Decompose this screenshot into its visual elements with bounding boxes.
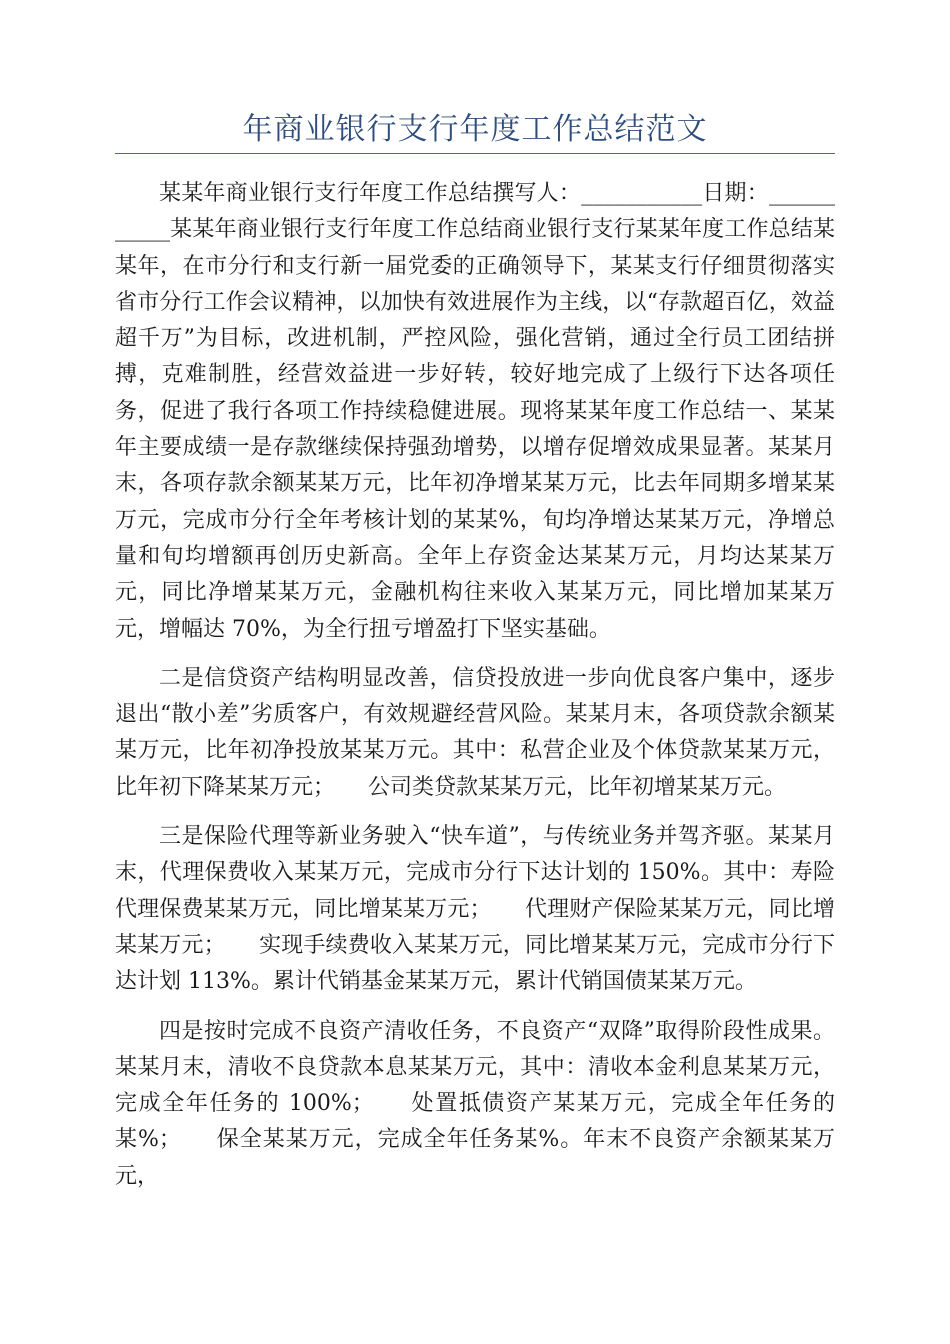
paragraph-4 [115,1014,835,1195]
paragraph-text: 某某年商业银行支行年度工作总结撰写人：___________日期：___________某某年商业银行支行年度工作总结商业银行支行某某年度工作总结某某年，在市分行和支行新一届党委的正确领导下，某某支行仔细贯彻落实省市分行工作会议精神，以加快有效进展作为主线，以“存款超百亿，效益超千万”为目标，改进机制，严控风险，强化营销，通过全行员工团结拼搏，克难制胜，经营效益进一步好转，较好地完成了上级行下达各项任务，促进了我行各项工作持续稳健进展。现将某某年度工作总结一、某某年主要成绩一是存款继续保持强劲增势，以增存促增效成果显著。某某月末，各项存款余额某某万元，比年初净增某某万元，比去年同期多增某某万元，完成市分行全年考核计划的某某%，旬均净增达某某万元，净增总量和旬均增额再创历史新高。全年上存资金达某某万元，月均达某某万元，同比净增某某万元，金融机构往来收入某某万元，同比增加某某万元，增幅达 70%，为全行扭亏增盈打下坚实基础。 [115,181,835,642]
paragraph-text: 三是保险代理等新业务驶入“快车道”，与传统业务并驾齐驱。某某月末，代理保费收入某某万元，完成市分行下达计划的 150%。其中：寿险代理保费某某万元，同比增某某万元； 代理财产保险某某万元，同比增某某万元； 实现手续费收入某某万元，同比增某某万元，完成市分行下达计划 113%。累计代销基金某某万元，累计代销国债某某万元。 [115,824,835,995]
paragraph-text: 二是信贷资产结构明显改善，信贷投放进一步向优良客户集中，逐步退出“散小差”劣质客户，有效规避经营风险。某某月末，各项贷款余额某某万元，比年初净投放某某万元。其中：私营企业及个体贷款某某万元，比年初下降某某万元； 公司类贷款某某万元，比年初增某某万元。 [115,665,835,800]
paragraph-2 [115,661,835,806]
paragraph-3 [115,819,835,1000]
document-title: 年商业银行支行年度工作总结范文 [242,112,708,147]
paragraph-1 [115,176,835,648]
title-underline [115,153,835,154]
document-body [115,176,835,1208]
paragraph-text: 四是按时完成不良资产清收任务，不良资产“双降”取得阶段性成果。某某月末，清收不良贷款本息某某万元，其中：清收本金利息某某万元，完成全年任务的 100%； 处置抵债资产某某万元，完成全年任务的某%； 保全某某万元，完成全年任务某%。年末不良资产余额某某万元， [115,1018,835,1189]
